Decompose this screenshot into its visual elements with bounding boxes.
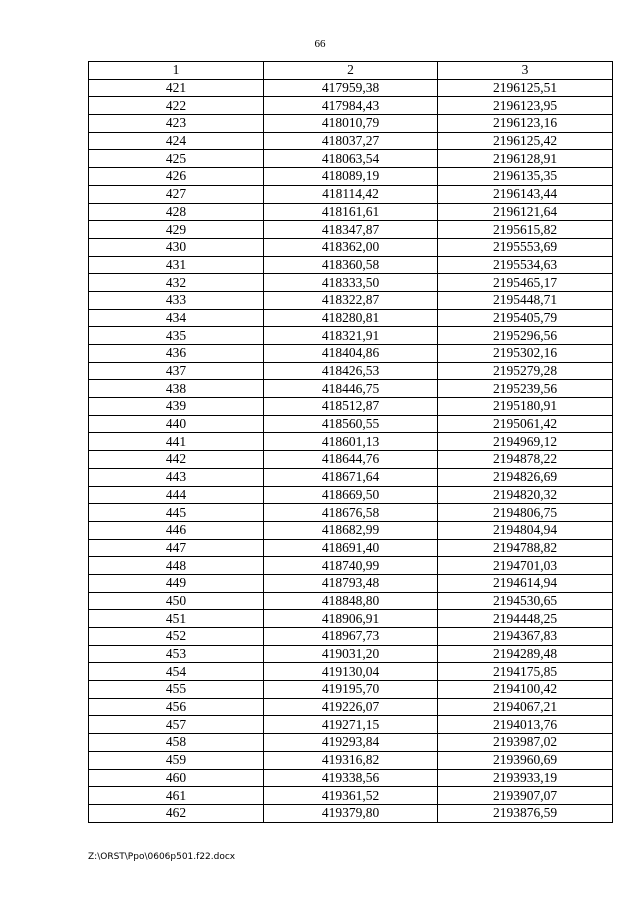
point-number-cell: 452 <box>89 628 264 646</box>
x-coordinate-cell: 419226,07 <box>264 698 438 716</box>
point-number-cell: 435 <box>89 327 264 345</box>
x-coordinate-cell: 418426,53 <box>264 362 438 380</box>
x-coordinate-cell: 419293,84 <box>264 734 438 752</box>
point-number-cell: 432 <box>89 274 264 292</box>
y-coordinate-cell: 2196123,16 <box>438 115 613 133</box>
y-coordinate-cell: 2196125,42 <box>438 132 613 150</box>
x-coordinate-cell: 418321,91 <box>264 327 438 345</box>
point-number-cell: 457 <box>89 716 264 734</box>
x-coordinate-cell: 418793,48 <box>264 574 438 592</box>
y-coordinate-cell: 2194804,94 <box>438 521 613 539</box>
y-coordinate-cell: 2196123,95 <box>438 97 613 115</box>
point-number-cell: 448 <box>89 557 264 575</box>
y-coordinate-cell: 2193933,19 <box>438 769 613 787</box>
x-coordinate-cell: 418333,50 <box>264 274 438 292</box>
point-number-cell: 461 <box>89 787 264 805</box>
point-number-cell: 450 <box>89 592 264 610</box>
point-number-cell: 460 <box>89 769 264 787</box>
x-coordinate-cell: 418691,40 <box>264 539 438 557</box>
y-coordinate-cell: 2194013,76 <box>438 716 613 734</box>
table-row <box>89 716 613 734</box>
x-coordinate-cell: 418114,42 <box>264 185 438 203</box>
table-row <box>89 327 613 345</box>
y-coordinate-cell: 2194969,12 <box>438 433 613 451</box>
x-coordinate-cell: 418161,61 <box>264 203 438 221</box>
y-coordinate-cell: 2196128,91 <box>438 150 613 168</box>
y-coordinate-cell: 2195279,28 <box>438 362 613 380</box>
point-number-cell: 458 <box>89 734 264 752</box>
point-number-cell: 434 <box>89 309 264 327</box>
y-coordinate-cell: 2195180,91 <box>438 398 613 416</box>
y-coordinate-cell: 2195615,82 <box>438 221 613 239</box>
y-coordinate-cell: 2194067,21 <box>438 698 613 716</box>
x-coordinate-cell: 418404,86 <box>264 345 438 363</box>
x-coordinate-cell: 418848,80 <box>264 592 438 610</box>
point-number-cell: 430 <box>89 238 264 256</box>
y-coordinate-cell: 2195239,56 <box>438 380 613 398</box>
table-row <box>89 115 613 133</box>
table-header-row <box>89 62 613 80</box>
table-row <box>89 610 613 628</box>
point-number-cell: 437 <box>89 362 264 380</box>
x-coordinate-cell: 417959,38 <box>264 79 438 97</box>
table-row <box>89 309 613 327</box>
x-coordinate-cell: 418740,99 <box>264 557 438 575</box>
column-header-x: 2 <box>264 62 438 80</box>
y-coordinate-cell: 2195296,56 <box>438 327 613 345</box>
table-row <box>89 504 613 522</box>
x-coordinate-cell: 418037,27 <box>264 132 438 150</box>
point-number-cell: 459 <box>89 751 264 769</box>
point-number-cell: 462 <box>89 804 264 822</box>
y-coordinate-cell: 2196135,35 <box>438 168 613 186</box>
point-number-cell: 439 <box>89 398 264 416</box>
point-number-cell: 436 <box>89 345 264 363</box>
point-number-cell: 431 <box>89 256 264 274</box>
column-header-y: 3 <box>438 62 613 80</box>
y-coordinate-cell: 2193960,69 <box>438 751 613 769</box>
x-coordinate-cell: 418671,64 <box>264 468 438 486</box>
coordinates-table <box>88 61 613 823</box>
point-number-cell: 433 <box>89 291 264 309</box>
x-coordinate-cell: 418446,75 <box>264 380 438 398</box>
table-row <box>89 256 613 274</box>
point-number-cell: 447 <box>89 539 264 557</box>
x-coordinate-cell: 419379,80 <box>264 804 438 822</box>
point-number-cell: 453 <box>89 645 264 663</box>
point-number-cell: 429 <box>89 221 264 239</box>
y-coordinate-cell: 2196121,64 <box>438 203 613 221</box>
table-row <box>89 150 613 168</box>
x-coordinate-cell: 418601,13 <box>264 433 438 451</box>
y-coordinate-cell: 2194289,48 <box>438 645 613 663</box>
y-coordinate-cell: 2193876,59 <box>438 804 613 822</box>
page-number: 66 <box>314 38 326 50</box>
table-row <box>89 628 613 646</box>
x-coordinate-cell: 418967,73 <box>264 628 438 646</box>
y-coordinate-cell: 2194701,03 <box>438 557 613 575</box>
table-row <box>89 168 613 186</box>
x-coordinate-cell: 418682,99 <box>264 521 438 539</box>
point-number-cell: 438 <box>89 380 264 398</box>
y-coordinate-cell: 2193987,02 <box>438 734 613 752</box>
x-coordinate-cell: 418560,55 <box>264 415 438 433</box>
point-number-cell: 423 <box>89 115 264 133</box>
point-number-cell: 441 <box>89 433 264 451</box>
table-body <box>89 79 613 822</box>
point-number-cell: 444 <box>89 486 264 504</box>
point-number-cell: 427 <box>89 185 264 203</box>
x-coordinate-cell: 418280,81 <box>264 309 438 327</box>
point-number-cell: 425 <box>89 150 264 168</box>
table-row <box>89 345 613 363</box>
y-coordinate-cell: 2194448,25 <box>438 610 613 628</box>
point-number-cell: 424 <box>89 132 264 150</box>
x-coordinate-cell: 418089,19 <box>264 168 438 186</box>
table-row <box>89 521 613 539</box>
y-coordinate-cell: 2194614,94 <box>438 574 613 592</box>
table-row <box>89 557 613 575</box>
y-coordinate-cell: 2194826,69 <box>438 468 613 486</box>
table-row <box>89 380 613 398</box>
x-coordinate-cell: 417984,43 <box>264 97 438 115</box>
point-number-cell: 421 <box>89 79 264 97</box>
table-row <box>89 79 613 97</box>
y-coordinate-cell: 2196125,51 <box>438 79 613 97</box>
table-row <box>89 238 613 256</box>
table-row <box>89 804 613 822</box>
y-coordinate-cell: 2195302,16 <box>438 345 613 363</box>
table-row <box>89 433 613 451</box>
y-coordinate-cell: 2194530,65 <box>438 592 613 610</box>
y-coordinate-cell: 2194878,22 <box>438 451 613 469</box>
table-row <box>89 132 613 150</box>
x-coordinate-cell: 418347,87 <box>264 221 438 239</box>
y-coordinate-cell: 2196143,44 <box>438 185 613 203</box>
x-coordinate-cell: 419316,82 <box>264 751 438 769</box>
point-number-cell: 454 <box>89 663 264 681</box>
y-coordinate-cell: 2195465,17 <box>438 274 613 292</box>
table-row <box>89 97 613 115</box>
x-coordinate-cell: 418362,00 <box>264 238 438 256</box>
x-coordinate-cell: 419271,15 <box>264 716 438 734</box>
table-row <box>89 645 613 663</box>
point-number-cell: 428 <box>89 203 264 221</box>
point-number-cell: 440 <box>89 415 264 433</box>
column-header-number: 1 <box>89 62 264 80</box>
point-number-cell: 451 <box>89 610 264 628</box>
point-number-cell: 456 <box>89 698 264 716</box>
x-coordinate-cell: 418906,91 <box>264 610 438 628</box>
x-coordinate-cell: 419130,04 <box>264 663 438 681</box>
table-row <box>89 185 613 203</box>
point-number-cell: 446 <box>89 521 264 539</box>
table-row <box>89 663 613 681</box>
table-row <box>89 362 613 380</box>
y-coordinate-cell: 2194806,75 <box>438 504 613 522</box>
table-row <box>89 787 613 805</box>
y-coordinate-cell: 2195534,63 <box>438 256 613 274</box>
y-coordinate-cell: 2194367,83 <box>438 628 613 646</box>
x-coordinate-cell: 418063,54 <box>264 150 438 168</box>
point-number-cell: 443 <box>89 468 264 486</box>
x-coordinate-cell: 418669,50 <box>264 486 438 504</box>
point-number-cell: 455 <box>89 681 264 699</box>
x-coordinate-cell: 418676,58 <box>264 504 438 522</box>
table-row <box>89 574 613 592</box>
y-coordinate-cell: 2195405,79 <box>438 309 613 327</box>
y-coordinate-cell: 2194788,82 <box>438 539 613 557</box>
x-coordinate-cell: 418322,87 <box>264 291 438 309</box>
y-coordinate-cell: 2195553,69 <box>438 238 613 256</box>
y-coordinate-cell: 2194100,42 <box>438 681 613 699</box>
table-row <box>89 203 613 221</box>
y-coordinate-cell: 2195448,71 <box>438 291 613 309</box>
table-row <box>89 398 613 416</box>
point-number-cell: 422 <box>89 97 264 115</box>
table-row <box>89 698 613 716</box>
x-coordinate-cell: 419338,56 <box>264 769 438 787</box>
x-coordinate-cell: 418644,76 <box>264 451 438 469</box>
point-number-cell: 449 <box>89 574 264 592</box>
x-coordinate-cell: 419361,52 <box>264 787 438 805</box>
x-coordinate-cell: 418512,87 <box>264 398 438 416</box>
table-row <box>89 451 613 469</box>
x-coordinate-cell: 418360,58 <box>264 256 438 274</box>
table-row <box>89 681 613 699</box>
table-row <box>89 734 613 752</box>
y-coordinate-cell: 2195061,42 <box>438 415 613 433</box>
y-coordinate-cell: 2194820,32 <box>438 486 613 504</box>
point-number-cell: 426 <box>89 168 264 186</box>
table-row <box>89 468 613 486</box>
table-row <box>89 274 613 292</box>
x-coordinate-cell: 419031,20 <box>264 645 438 663</box>
table-row <box>89 291 613 309</box>
table-row <box>89 486 613 504</box>
table-row <box>89 751 613 769</box>
footer-file-path: Z:\ORST\Ppo\0606p501.f22.docx <box>88 852 236 862</box>
point-number-cell: 442 <box>89 451 264 469</box>
y-coordinate-cell: 2194175,85 <box>438 663 613 681</box>
table-row <box>89 415 613 433</box>
table-row <box>89 221 613 239</box>
x-coordinate-cell: 418010,79 <box>264 115 438 133</box>
table-row <box>89 769 613 787</box>
x-coordinate-cell: 419195,70 <box>264 681 438 699</box>
table-row <box>89 592 613 610</box>
y-coordinate-cell: 2193907,07 <box>438 787 613 805</box>
point-number-cell: 445 <box>89 504 264 522</box>
table-row <box>89 539 613 557</box>
